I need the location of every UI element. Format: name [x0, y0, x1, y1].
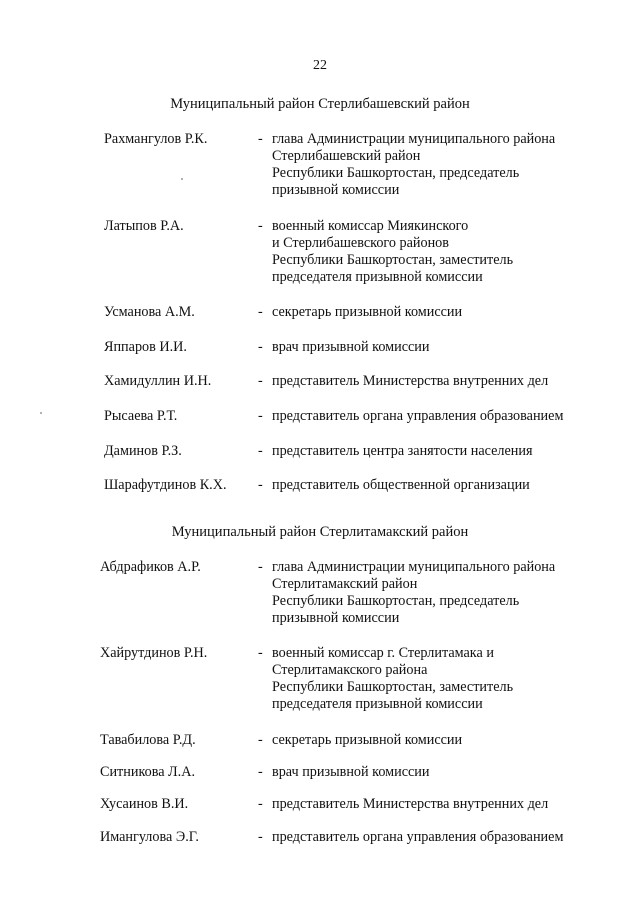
role-line: глава Администрации муниципального района	[272, 131, 556, 147]
role-line: представитель Министерства внутренних дел	[272, 796, 549, 812]
role-line: представитель органа управления образованием	[272, 408, 564, 424]
separator-dash: -	[258, 304, 263, 320]
role-line: Республики Башкортостан, заместитель	[272, 252, 514, 268]
role-line: и Стерлибашевского районов	[272, 235, 449, 251]
role-line: врач призывной комиссии	[272, 764, 430, 780]
member-name: Имангулова Э.Г.	[100, 829, 199, 845]
member-role	[272, 764, 612, 781]
member-name: Хамидуллин И.Н.	[104, 373, 212, 389]
role-line: представитель Министерства внутренних дел	[272, 373, 549, 389]
role-line: призывной комиссии	[272, 610, 400, 626]
member-name: Латыпов Р.А.	[104, 218, 184, 234]
separator-dash: -	[258, 373, 263, 389]
member-role	[272, 304, 612, 321]
member-role	[272, 559, 612, 627]
separator-dash: -	[258, 131, 263, 147]
role-line: секретарь призывной комиссии	[272, 304, 463, 320]
member-name: Усманова А.М.	[104, 304, 195, 320]
member-name: Даминов Р.З.	[104, 443, 182, 459]
role-line: призывной комиссии	[272, 182, 400, 198]
role-line: Стерлитамакского района	[272, 662, 428, 678]
member-role	[272, 408, 612, 425]
member-role	[272, 477, 612, 494]
member-role	[272, 796, 612, 813]
role-line: представитель общественной организации	[272, 477, 530, 493]
member-role	[272, 732, 612, 749]
member-role	[272, 829, 612, 846]
separator-dash: -	[258, 645, 263, 661]
role-line: военный комиссар г. Стерлитамака и	[272, 645, 494, 661]
member-role	[272, 218, 612, 286]
role-line: представитель органа управления образованием	[272, 829, 564, 845]
scan-speck	[181, 178, 183, 180]
separator-dash: -	[258, 477, 263, 493]
separator-dash: -	[258, 408, 263, 424]
separator-dash: -	[258, 443, 263, 459]
member-name: Яппаров И.И.	[104, 339, 187, 355]
role-line: военный комиссар Миякинского	[272, 218, 469, 234]
separator-dash: -	[258, 559, 263, 575]
role-line: секретарь призывной комиссии	[272, 732, 463, 748]
role-line: Республики Башкортостан, заместитель	[272, 679, 514, 695]
member-name: Абдрафиков А.Р.	[100, 559, 201, 575]
member-role	[272, 131, 612, 199]
role-line: глава Администрации муниципального района	[272, 559, 556, 575]
role-line: Республики Башкортостан, председатель	[272, 593, 520, 609]
role-line: председателя призывной комиссии	[272, 269, 483, 285]
member-name: Хайрутдинов Р.Н.	[100, 645, 208, 661]
section-title: Муниципальный район Стерлибашевский район	[170, 96, 470, 112]
separator-dash: -	[258, 218, 263, 234]
member-role	[272, 645, 612, 713]
member-role	[272, 339, 612, 356]
scan-speck	[40, 412, 42, 414]
section-title: Муниципальный район Стерлитамакский район	[171, 524, 469, 540]
role-line: врач призывной комиссии	[272, 339, 430, 355]
member-name: Ситникова Л.А.	[100, 764, 196, 780]
role-line: представитель центра занятости населения	[272, 443, 533, 459]
member-name: Рахмангулов Р.К.	[104, 131, 208, 147]
separator-dash: -	[258, 829, 263, 845]
member-role	[272, 443, 612, 460]
member-name: Хусаинов В.И.	[100, 796, 189, 812]
separator-dash: -	[258, 764, 263, 780]
role-line: председателя призывной комиссии	[272, 696, 483, 712]
separator-dash: -	[258, 339, 263, 355]
member-name: Шарафутдинов К.Х.	[104, 477, 227, 493]
member-name: Рысаева Р.Т.	[104, 408, 178, 424]
member-role	[272, 373, 612, 390]
member-name: Тавабилова Р.Д.	[100, 732, 196, 748]
separator-dash: -	[258, 796, 263, 812]
role-line: Стерлитамакский район	[272, 576, 418, 592]
role-line: Стерлибашевский район	[272, 148, 421, 164]
page-number: 22	[313, 58, 327, 73]
role-line: Республики Башкортостан, председатель	[272, 165, 520, 181]
separator-dash: -	[258, 732, 263, 748]
